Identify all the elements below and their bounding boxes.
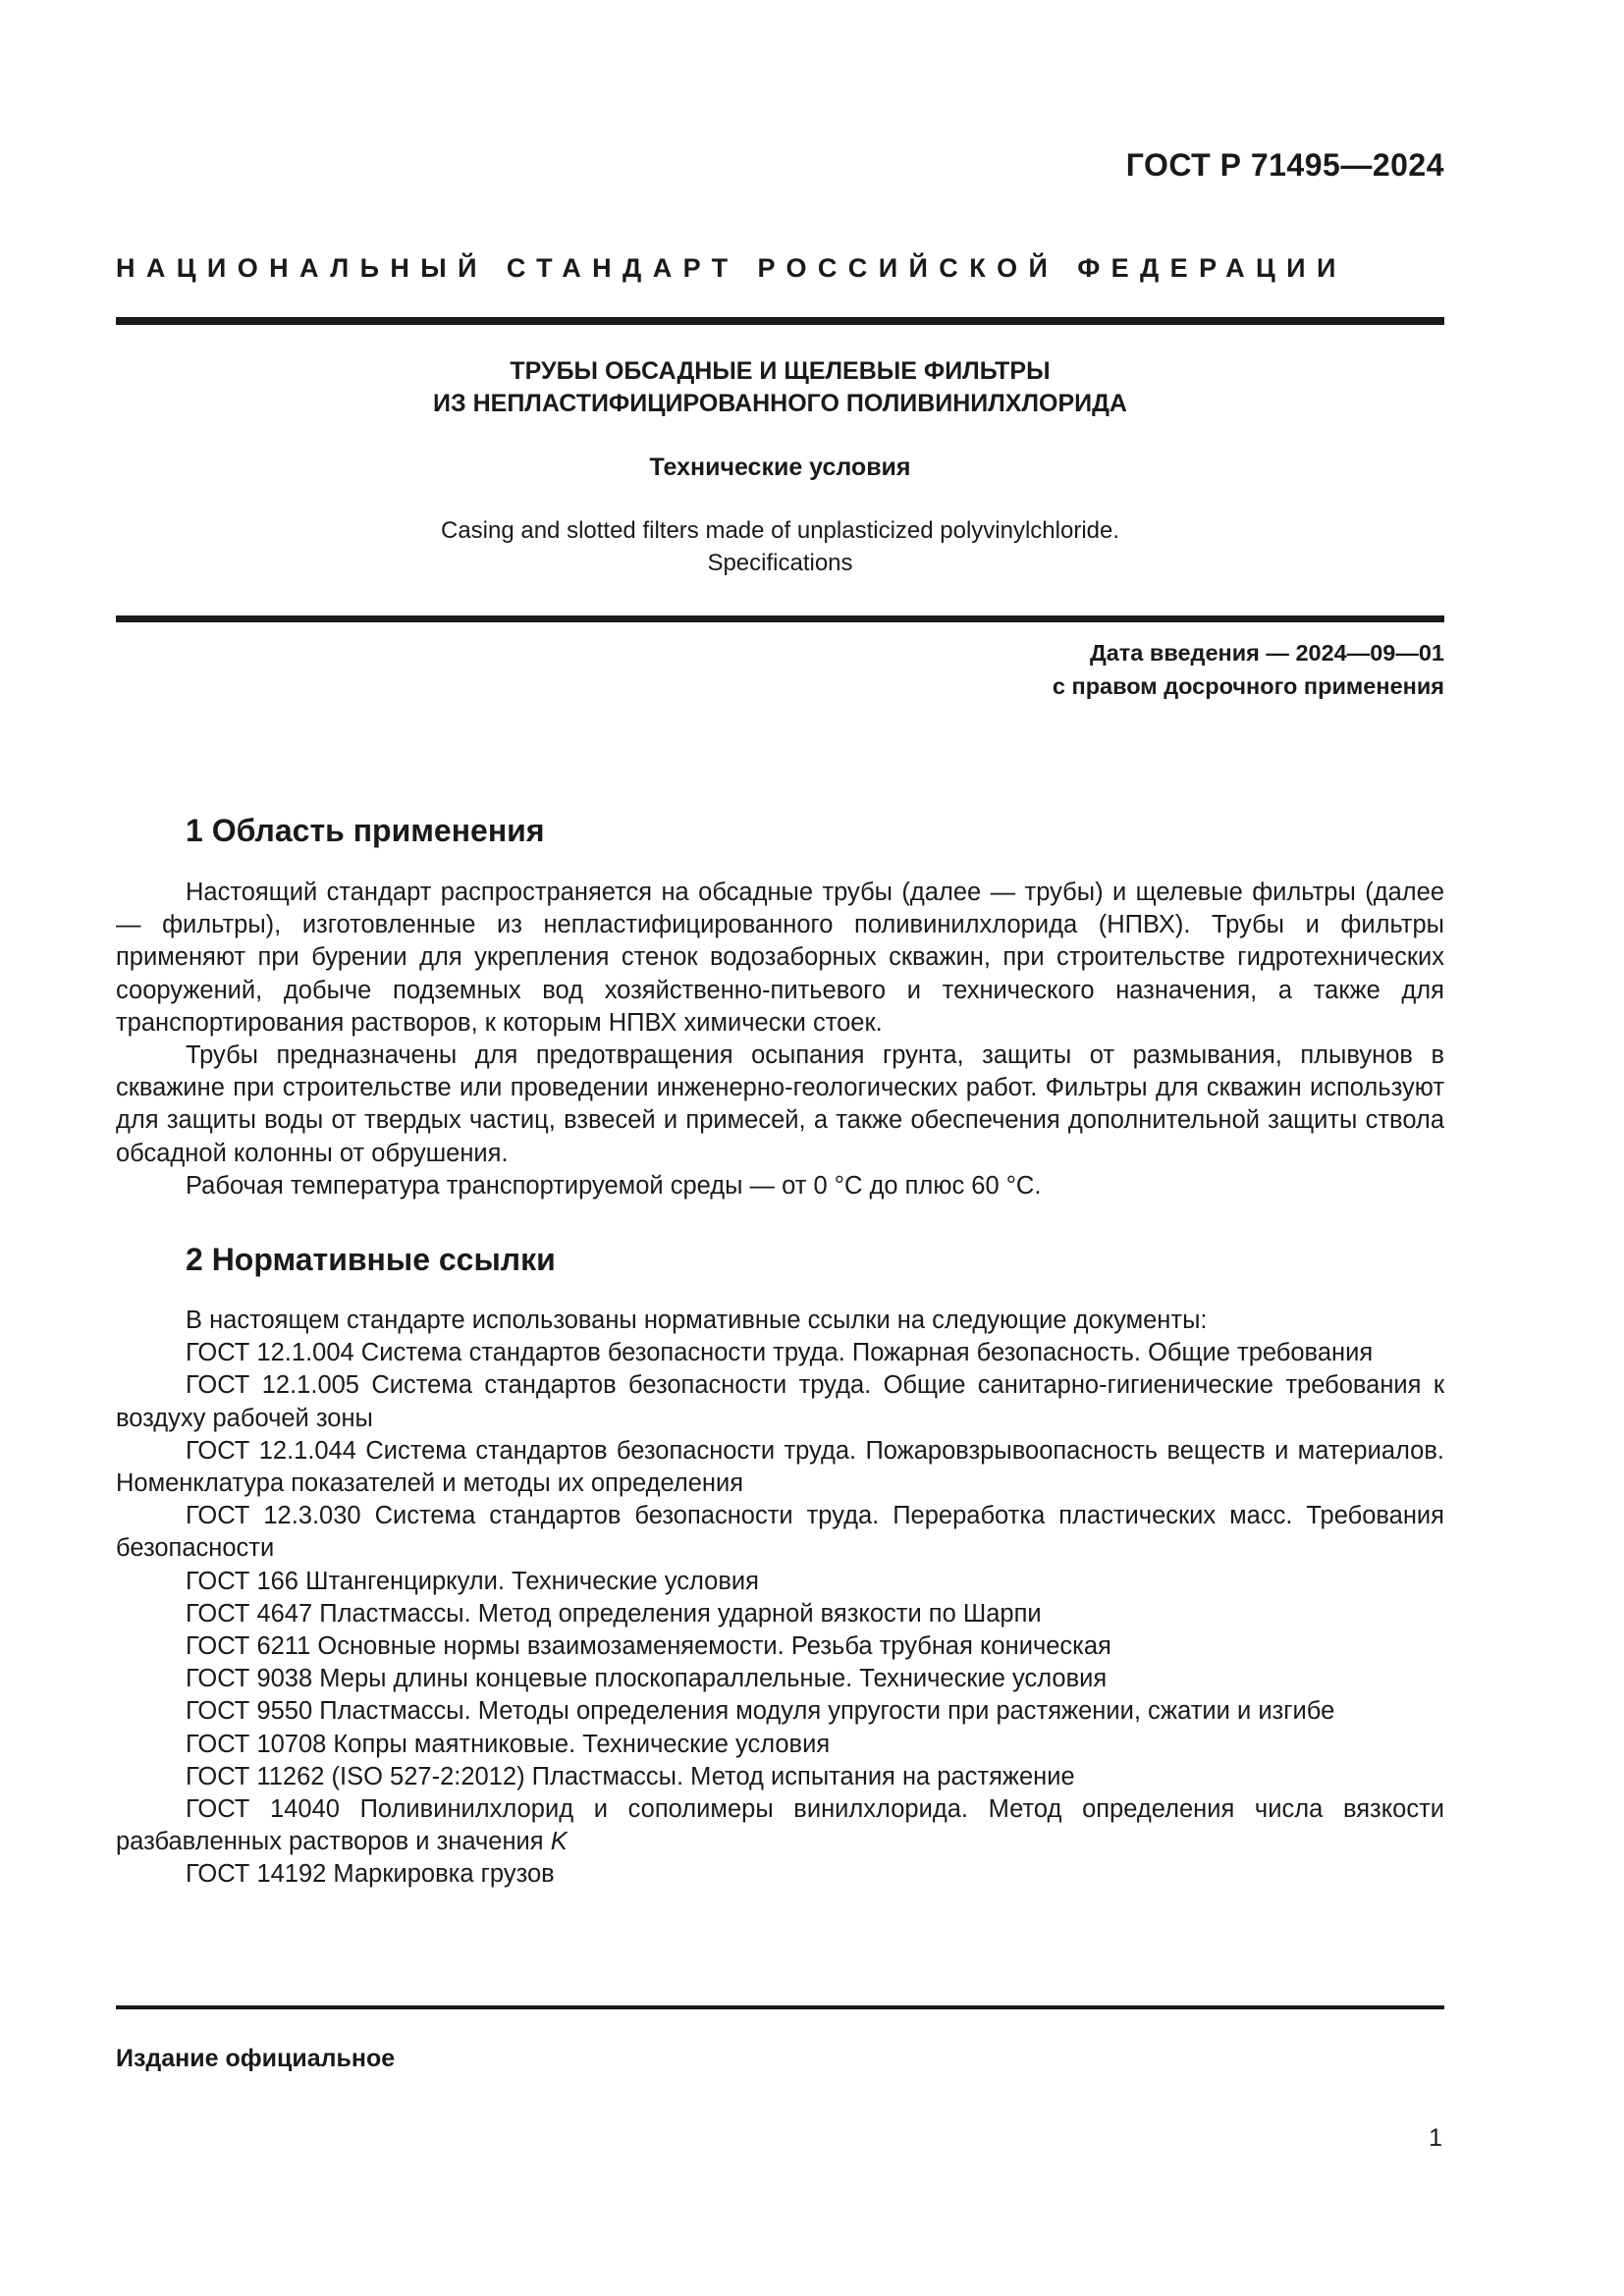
section-1-body [116,877,1444,1202]
english-title-line-2: Specifications [707,550,853,576]
english-title [116,514,1444,579]
reference-item: ГОСТ 6211 Основные нормы взаимозаменяемости. Резьба трубная коническая [186,1632,1111,1661]
section-1-paragraph: Настоящий стандарт распространяется на обсадные трубы (далее — трубы) и щелевые фильтры (далее — фильтры), изготовленные из непластифицированного поливинилхлорида (НПВХ). Трубы и фильтры применяют при бурении для укрепления стенок водозаборных скважин, при строительстве гидротехнических сооружений, добыче подземных вод хозяйственно-питьевого и технического назначения, а также для транспортирования растворов, к которым НПВХ химически стоек. [116,879,1444,1037]
english-title-line-1: Casing and slotted filters made of unplasticized polyvinylchloride. [440,517,1120,544]
page-number: 1 [1429,2124,1442,2152]
reference-item: ГОСТ 12.1.004 Система стандартов безопасности труда. Пожарная безопасность. Общие требования [186,1339,1374,1367]
top-divider [116,317,1444,325]
reference-item: ГОСТ 12.1.005 Система стандартов безопасности труда. Общие санитарно-гигиенические требования к воздуху рабочей зоны [116,1371,1444,1432]
reference-item: ГОСТ 4647 Пластмассы. Метод определения ударной вязкости по Шарпи [186,1599,1042,1628]
reference-item: ГОСТ 10708 Копры маятниковые. Технические условия [186,1730,831,1758]
reference-item: ГОСТ 14192 Маркировка грузов [186,1860,555,1889]
section-1-paragraph: Трубы предназначены для предотвращения осыпания грунта, защиты от размывания, плывунов в скважине при строительстве или проведении инженерно-геологических работ. Фильтры для скважин используют для защиты воды от твердых частиц, взвесей и примесей, а также обеспечения дополнительной защиты ствола обсадной колонны от обрушения. [116,1041,1444,1167]
reference-item: ГОСТ 9038 Меры длины концевые плоскопараллельные. Технические условия [186,1665,1108,1693]
introduction-date-line: Дата введения — 2024—09—01 [1089,640,1444,666]
section-2-heading: 2 Нормативные ссылки [186,1242,556,1277]
title-line-2: ИЗ НЕПЛАСТИФИЦИРОВАННОГО ПОЛИВИНИЛХЛОРИДА [433,390,1127,417]
references-intro: В настоящем стандарте использованы нормативные ссылки на следующие документы: [186,1307,1208,1334]
reference-item: ГОСТ 166 Штангенциркули. Технические условия [186,1567,759,1595]
early-application-line: с правом досрочного применения [1052,673,1444,699]
section-1-heading: 1 Область применения [186,813,545,848]
national-standard-title: НАЦИОНАЛЬНЫЙ СТАНДАРТ РОССИЙСКОЙ ФЕДЕРАЦИИ [116,253,1347,283]
section-2-body [116,1305,1444,1892]
document-title [116,355,1444,420]
reference-item: ГОСТ 9550 Пластмассы. Методы определения модуля упругости при растяжении, сжатии и изгибе [186,1697,1335,1726]
title-line-1: ТРУБЫ ОБСАДНЫЕ И ЩЕЛЕВЫЕ ФИЛЬТРЫ [510,357,1051,385]
reference-item: ГОСТ 12.3.030 Система стандартов безопасности труда. Переработка пластических масс. Требования безопасности [116,1502,1444,1563]
section-1-paragraph: Рабочая температура транспортируемой среды — от 0 °С до плюс 60 °С. [186,1171,1042,1200]
standard-number: ГОСТ Р 71495—2024 [1125,147,1444,183]
document-subtitle: Технические условия [649,454,911,481]
reference-item: ГОСТ 12.1.044 Система стандартов безопасности труда. Пожаровзрывоопасность веществ и материалов. Номенклатура показателей и методы их определения [116,1436,1444,1498]
reference-item-14040 [116,1793,1444,1858]
introduction-date [1053,636,1444,703]
bottom-divider [116,2005,1444,2009]
reference-14040-text: ГОСТ 14040 Поливинилхлорид и сополимеры винилхлорида. Метод определения числа вязкости разбавленных растворов и значения [116,1795,1444,1856]
middle-divider [116,615,1444,622]
reference-item: ГОСТ 11262 (ISO 527-2:2012) Пластмассы. Метод испытания на растяжение [186,1762,1075,1790]
reference-14040-symbol: K [550,1828,568,1856]
official-edition-label: Издание официальное [116,2045,396,2072]
